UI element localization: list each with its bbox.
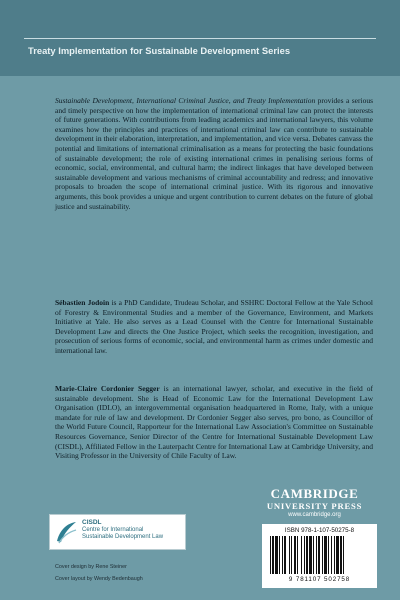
cisdl-abbr: CISDL	[82, 519, 102, 526]
publisher-name: CAMBRIDGE	[270, 486, 359, 501]
cisdl-emblem-icon	[54, 519, 78, 545]
cisdl-logo	[49, 514, 186, 550]
author-text-jodoin: is a PhD Candidate, Trudeau Scholar, and SSHRC Doctoral Fellow at the Yale School of Forestry & Environmental Studies and a member of the Governance, Environment, and Markets Initiative at Yale. He also serves as a Lead Counsel with the Centre for International Sustainable Development Law and directs the One Justice Project, which seeks the recognition, investigation, and prosecution of serious forms of economic, social, and environmental harm as crimes under domestic and international law.	[55, 298, 373, 355]
author-name-segger: Marie-Claire Cordonier Segger	[55, 384, 160, 393]
cisdl-line2: Sustainable Development Law	[82, 534, 164, 541]
author-bio-segger	[55, 384, 373, 461]
author-name-jodoin: Sébastien Jodoin	[55, 298, 110, 307]
publisher-logo	[252, 487, 377, 520]
author-text-segger: is an international lawyer, scholar, and executive in the field of sustainable development. She is Head of Economic Law for the International Development Law Organisation (IDLO), an intergovernmental organisation headquartered in Rome, Italy, with a unique mandate for rule of law and development. Dr Cordonier Segger also serves, pro bono, as Councillor of the World Future Council, Rapporteur for the International Law Association's Committee on Sustainable Resources Governance, Senior Director of the Centre for International Sustainable Development Law (CISDL), Affiliated Fellow in the Lauterpacht Centre for International Law at Cambridge University, and Visiting Professor in the University of Chile Faculty of Law.	[55, 384, 373, 461]
book-description	[55, 96, 373, 211]
cisdl-logo-text	[82, 519, 182, 542]
description-body: provides a serious and timely perspective on how the implementation of international criminal law can protect the interests of future generations. With contributions from leading academics and international lawyers, this volume examines how the principles and practices of international criminal law can contribute to sustainable development in their elaboration, interpretation, and implementation, and vice versa. Debates canvass the potential and limitations of international criminalisation as a means for protecting the basic foundations of sustainable development; the role of existing international crimes in penalising serious forms of economic, social, environmental, and cultural harm; the indirect linkages that have developed between sustainable development and various mechanisms of criminal accountability and redress; and innovative proposals to broaden the scope of international criminal justice. With its rigorous and innovative arguments, this book provides a unique and urgent contribution to current debates on the future of global justice and sustainability.	[55, 96, 373, 211]
cover-design-credit: Cover design by Rene Steiner	[55, 564, 127, 570]
publisher-subtitle: UNIVERSITY PRESS	[266, 501, 363, 511]
cover-layout-credit: Cover layout by Wendy Bedenbaugh	[55, 576, 143, 582]
series-header	[0, 0, 400, 76]
author-bio-jodoin	[55, 298, 373, 356]
barcode-icon	[270, 536, 369, 574]
barcode-panel	[262, 524, 377, 588]
publisher-url: www.cambridge.org	[288, 512, 341, 518]
cisdl-line1: Centre for International	[82, 526, 144, 533]
series-title: Treaty Implementation for Sustainable Development Series	[28, 45, 291, 56]
isbn-label: ISBN 978-1-107-50275-8	[284, 527, 355, 534]
barcode-number: 9 781107 502758	[288, 576, 351, 583]
book-title: Sustainable Development, International Criminal Justice, and Treaty Implementation	[55, 96, 316, 105]
header-divider	[24, 38, 376, 39]
